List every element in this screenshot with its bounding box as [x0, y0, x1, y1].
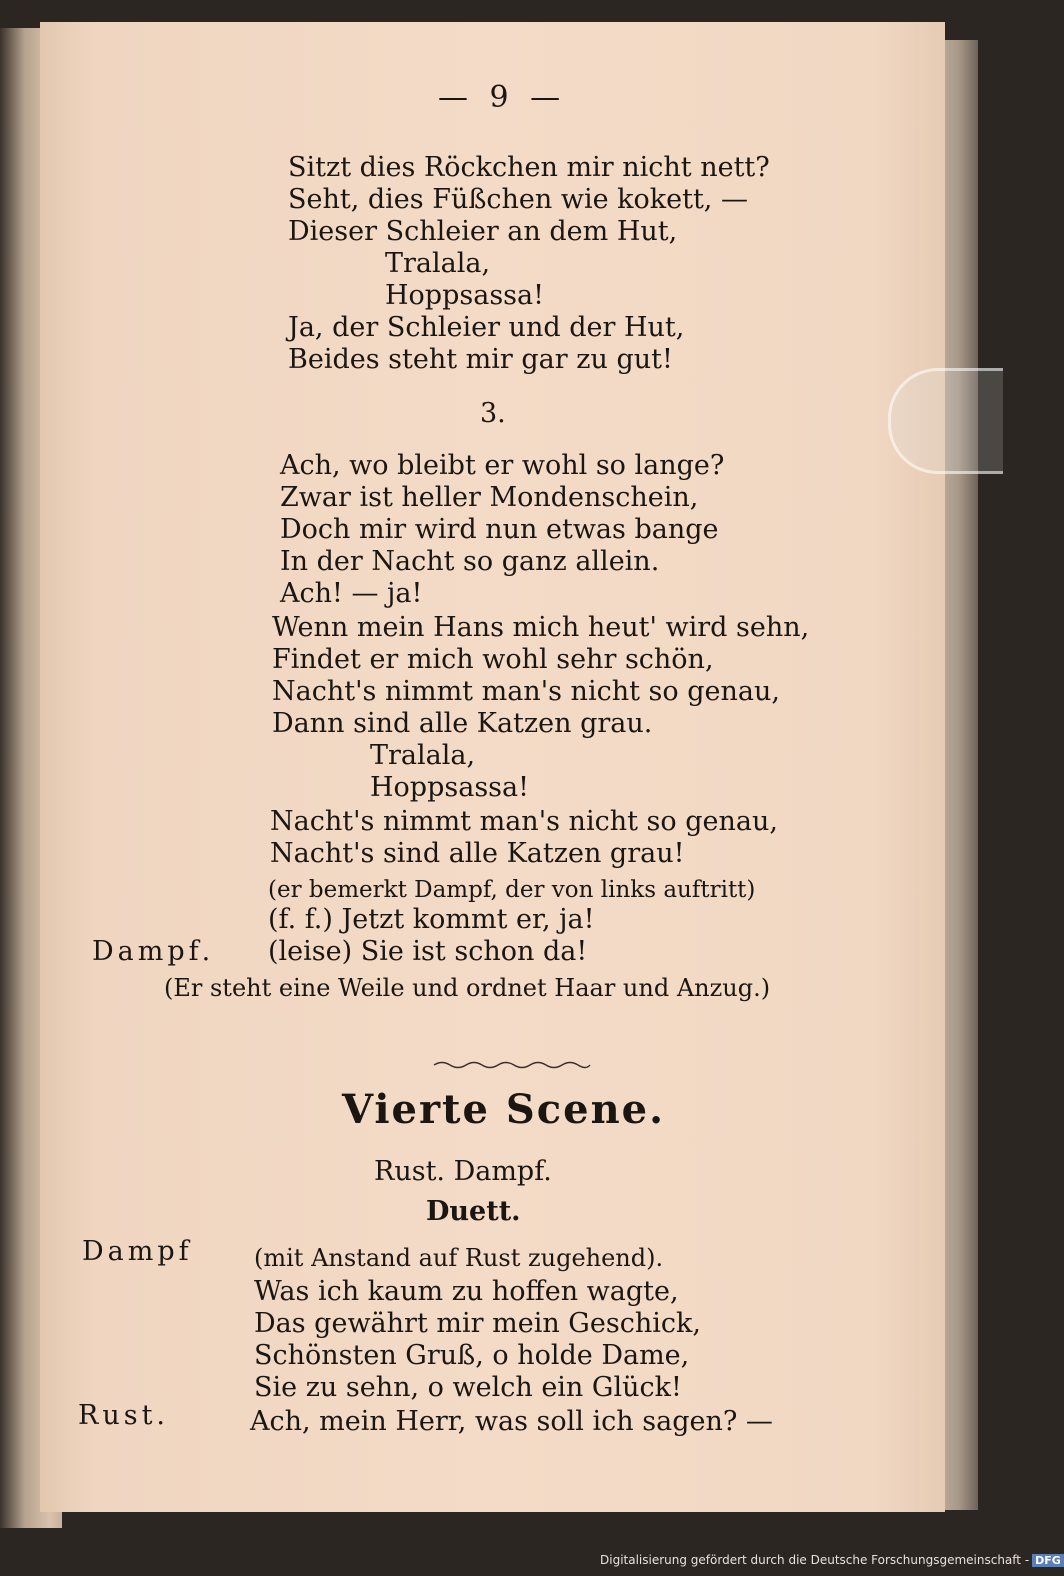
verse-line: Findet er mich wohl sehr schön, — [272, 644, 714, 675]
stage-direction: (Er steht eine Weile und ordnet Haar und Anzug.) — [164, 974, 771, 1002]
character-list: Rust. Dampf. — [374, 1156, 552, 1187]
speaker-name: Dampf. — [92, 936, 215, 967]
verse-line: Das gewährt mir mein Geschick, — [254, 1308, 701, 1339]
speaker-name: Dampf — [82, 1236, 193, 1267]
verse-line: (leise) Sie ist schon da! — [268, 936, 588, 967]
verse-line: Hoppsassa! — [370, 772, 529, 803]
verse-line: In der Nacht so ganz allein. — [280, 546, 660, 577]
dfg-logo: DFG — [1032, 1554, 1064, 1567]
verse-line: Nacht's nimmt man's nicht so genau, — [270, 806, 778, 837]
footer-text: Digitalisierung gefördert durch die Deutsche Forschungsgemeinschaft - — [600, 1553, 1030, 1567]
page-number: — 9 — — [438, 80, 567, 115]
paper-clip — [888, 368, 1003, 474]
verse-line: Ach, wo bleibt er wohl so lange? — [280, 450, 725, 481]
verse-line: Sitzt dies Röckchen mir nicht nett? — [288, 152, 770, 183]
verse-line: Nacht's sind alle Katzen grau! — [270, 838, 685, 869]
verse-line: Was ich kaum zu hoffen wagte, — [254, 1276, 679, 1307]
verse-line: Zwar ist heller Mondenschein, — [280, 482, 699, 513]
verse-line: Tralala, — [385, 248, 491, 279]
divider-flourish — [432, 1058, 592, 1072]
verse-line: Doch mir wird nun etwas bange — [280, 514, 719, 545]
verse-line: Tralala, — [370, 740, 476, 771]
speaker-name: Rust. — [78, 1400, 170, 1431]
verse-line: Wenn mein Hans mich heut' wird sehn, — [272, 612, 810, 643]
verse-line: Nacht's nimmt man's nicht so genau, — [272, 676, 780, 707]
verse-line: Seht, dies Füßchen wie kokett, — — [288, 184, 748, 215]
verse-line: Ach, mein Herr, was soll ich sagen? — — [250, 1406, 773, 1437]
verse-line: Dann sind alle Katzen grau. — [272, 708, 653, 739]
verse-line: Hoppsassa! — [385, 280, 544, 311]
verse-line: Sie zu sehn, o welch ein Glück! — [254, 1372, 682, 1403]
scene-heading: Vierte Scene. — [342, 1086, 666, 1133]
stage-direction: (mit Anstand auf Rust zugehend). — [254, 1244, 664, 1272]
verse-line: Beides steht mir gar zu gut! — [288, 344, 673, 375]
stanza-number: 3. — [480, 398, 506, 429]
verse-line: Schönsten Gruß, o holde Dame, — [254, 1340, 690, 1371]
verse-line: Ja, der Schleier und der Hut, — [288, 312, 685, 343]
duet-heading: Duett. — [426, 1196, 521, 1227]
verse-line: Ach! — ja! — [280, 578, 423, 609]
verse-line: (f. f.) Jetzt kommt er, ja! — [268, 904, 595, 935]
stage-direction: (er bemerkt Dampf, der von links auftritt) — [268, 877, 756, 903]
book-page — [40, 22, 945, 1512]
footer-credit — [600, 1553, 1064, 1567]
verse-line: Dieser Schleier an dem Hut, — [288, 216, 678, 247]
